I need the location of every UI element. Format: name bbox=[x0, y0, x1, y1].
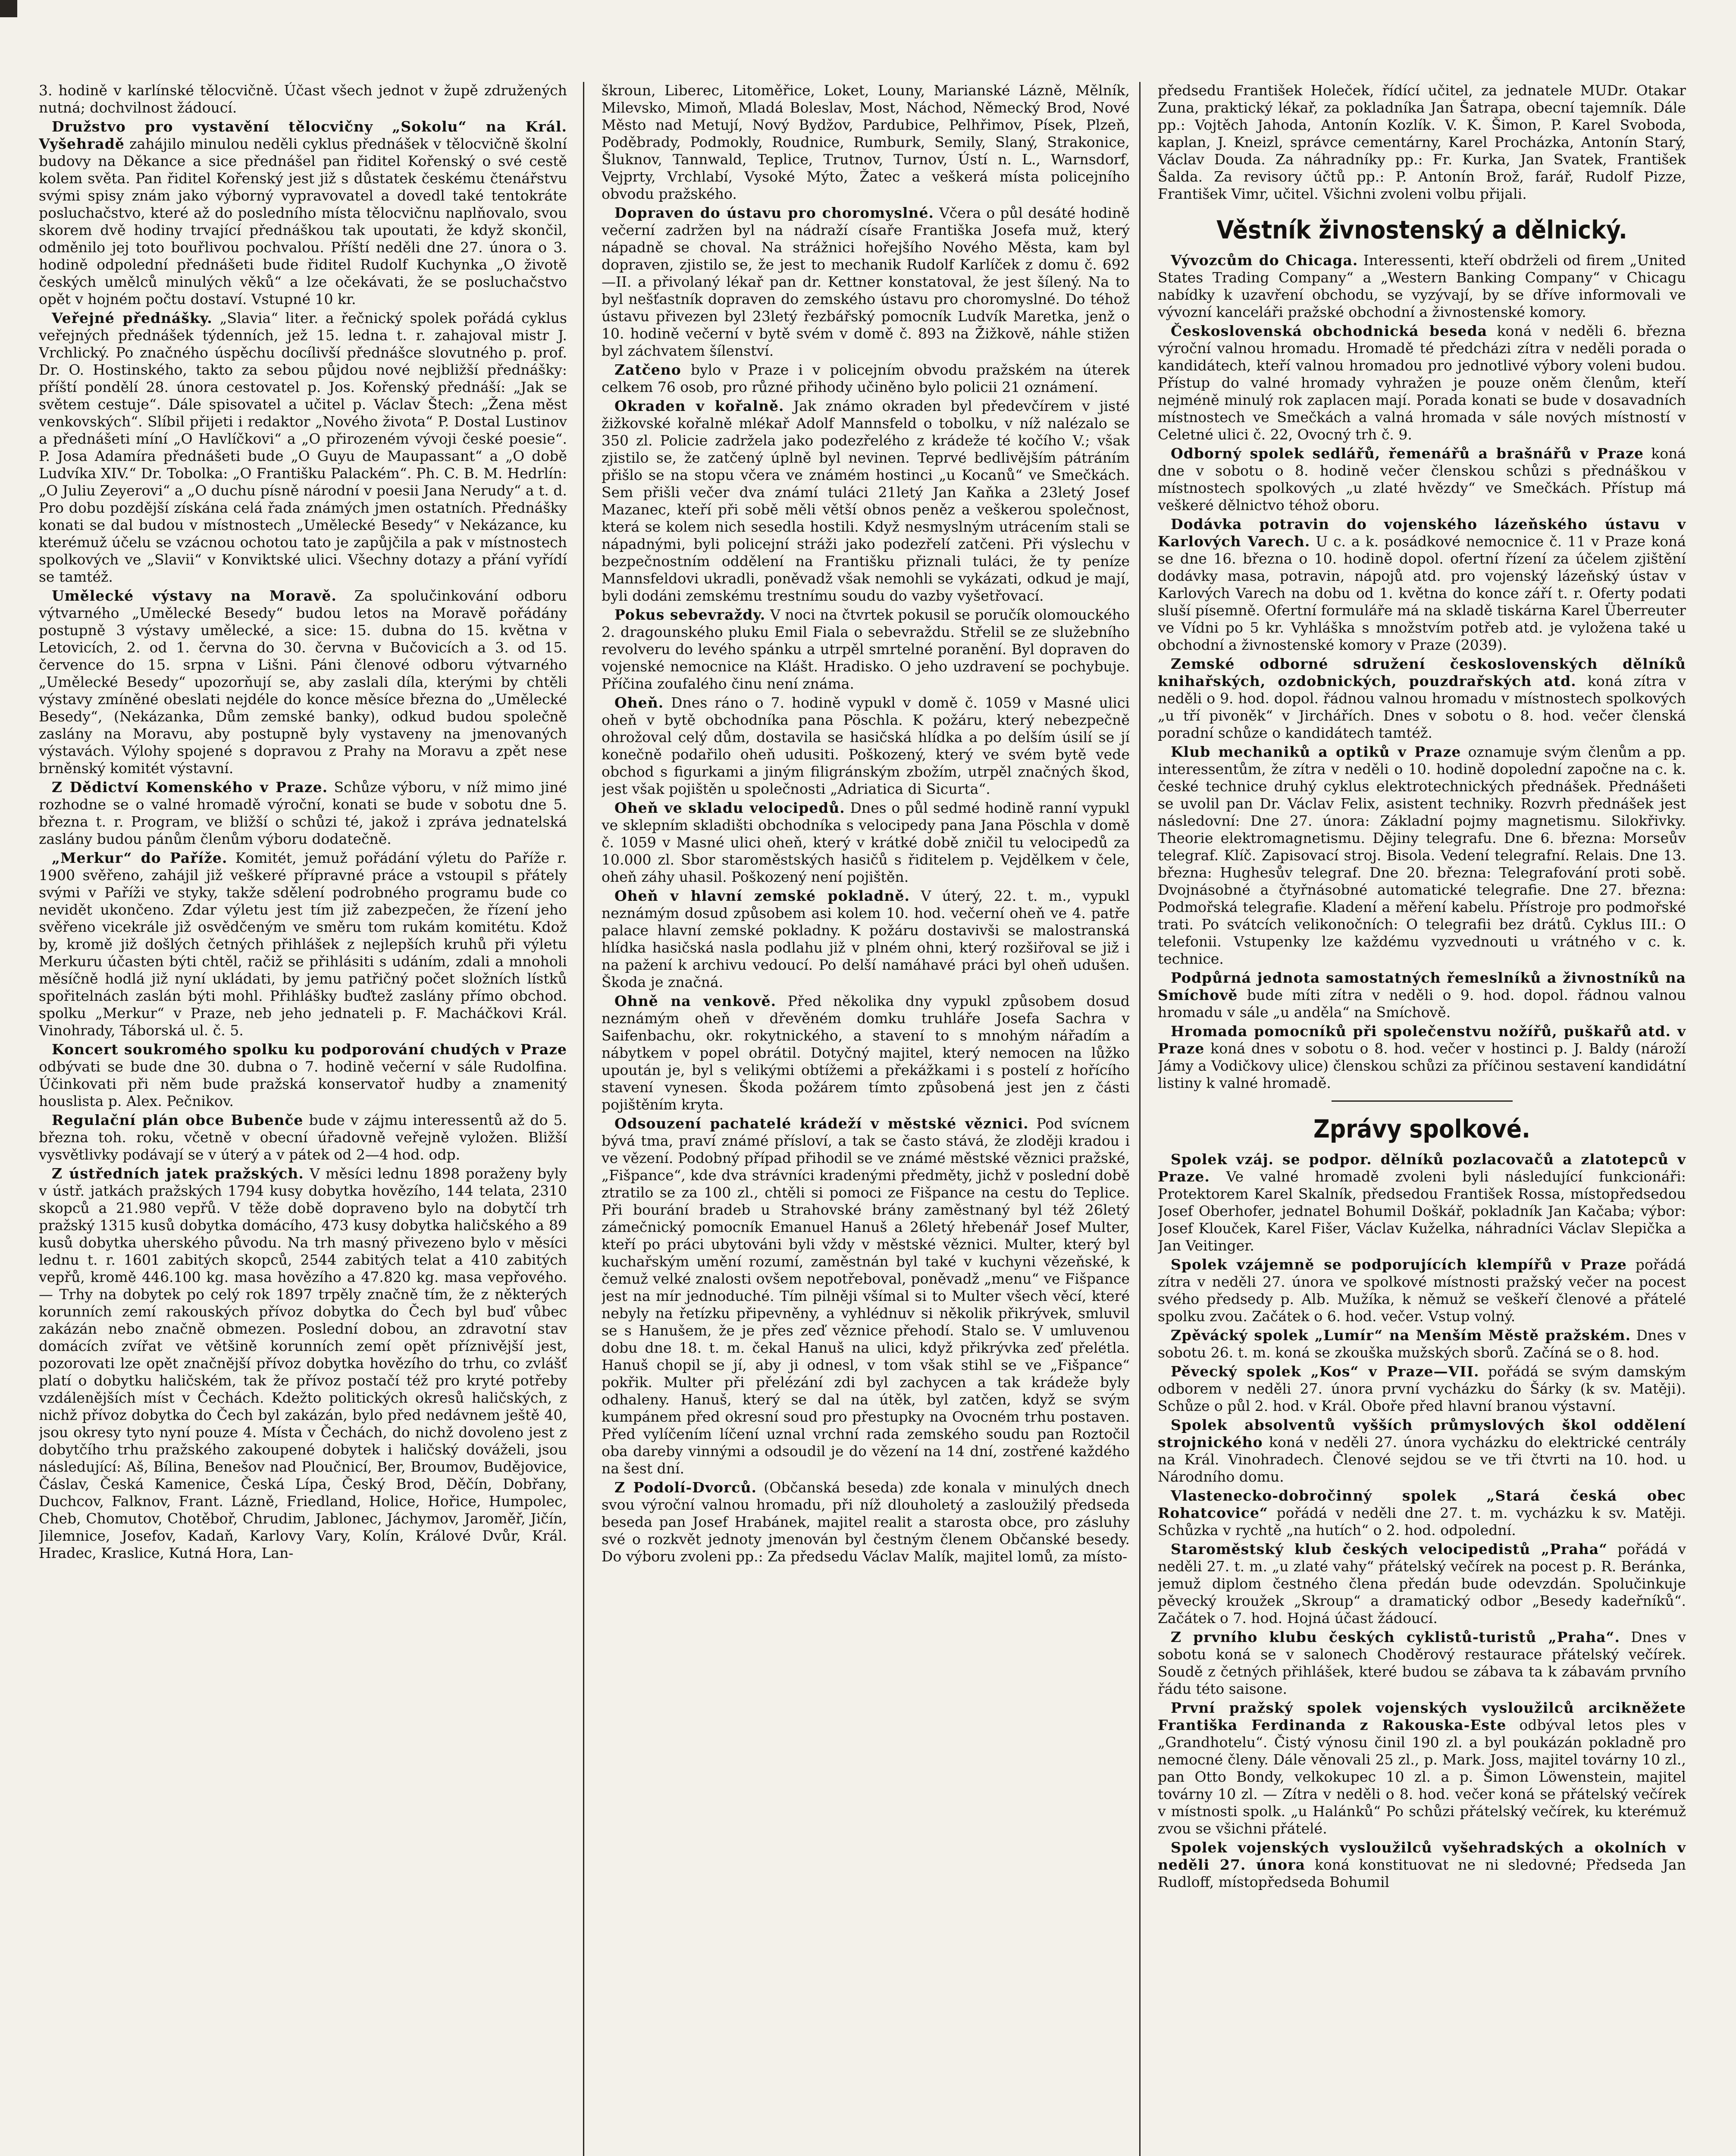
article bbox=[1158, 1487, 1686, 1539]
article bbox=[1158, 969, 1686, 1021]
article bbox=[39, 118, 567, 308]
article-body: bylo v Praze i v policejním obvodu pražském na úterek celkem 76 osob, pro různé přihody učiněno bylo policii 21 oznámení. bbox=[602, 361, 1130, 395]
article-body: Pod svícnem bývá tma, praví známé přísloví, a tak se často stává, že zloději kradou i ve vězení. Podobný případ přihodil se ve známé městské věznici pražské, „Fišpance“, kde dva strávníci kradenými předměty, jichž v poslední době ztratilo se za 100 zl., chtěli si pomoci ze Fišpance na cestu do Teplice. Při bourání bradeb u Strahovské brány zaměstnaný byl též 26letý zámečnický pomocník Emanuel Hanuš a 26letý hřebenář Josef Multer, kteří po práci ubytováni byli vždy v městské věznici. Multer, který byl kuchařským umění rozumí, zaměstnán byl také v kuchyni vězeňské, k čemuž velké znalosti ovšem nepotřeboval, poněvadž „menu“ ve Fišpance jest na mír jednoduché. Tím pilněji všímal si to Multer všech věcí, které nebyly na řetízku připevněny, a vyhlédnuv si několik přikrývek, smluvil se s Hanušem, že je přes zeď věznice přehodí. Stalo se. V umluvenou dobu dne 18. t. m. čekal Hanuš na ulici, když přikrývka zeď přelétla. Hanuš chopil se jí, aby ji odnesl, v tom však stihl se ve „Fišpance“ pokřik. Multer při přelézání zdi byl zachycen a tak krádeže byly odhaleny. Hanuš, který se dal na útěk, byl zatčen, když se svým kumpánem před okresní soud pro přestupky na Ovocném trhu postaven. Před vylíčením líčení uznal vrchní rada zemského soudu pan Roztočil oba dareby vinnými a odsoudil je do vězení na 14 dní, zostřené každého na šest dní. bbox=[602, 1115, 1130, 1477]
article-body: Jak známo okraden byl předevčírem v jisté žižkovské kořalně mlékař Adolf Mannsfeld o tobolku, v níž nalézalo se 350 zl. Policie zadržela jako podezřelého z krádeže té kočího V.; však zjistilo se, že zatčený úplně byl nevinen. Teprvé bedlivějším pátráním přišlo se na stopu včera ve známém hostinci „u Kocanů“ ve Smečkách. Sem přišli večer dva známí tuláci 21letý Jan Kaňka a 23letý Josef Mazanec, kteří při sobě měli větší obnos peněz a veškerou společnost, která se kolem nich sesedla hostili. Když nesmyslným utrácením stali se nápadnými, byli policejní stráži jako podezřelí zatčeni. Při výslechu v bezpečnostním oddělení na Františku přiznali tuláci, že ty peníze Mannsfeldovi ukradli, poněvadž však nemohli se vykázati, odkud je mají, byli dodáni zemskému trestnímu soudu do vazby vyšetřovací. bbox=[602, 398, 1130, 604]
article bbox=[1158, 1256, 1686, 1325]
article-headline: Regulační plán obce Bubenče bbox=[52, 1112, 304, 1128]
article bbox=[39, 1041, 567, 1110]
article-headline: Zemské odborné sdružení československých dělníků knihařských, ozdobnických, pouzdrařských atd. bbox=[1158, 655, 1686, 689]
article-headline: Klub mechaniků a optiků v Praze bbox=[1171, 743, 1461, 760]
article-headline: Spolek vzájemně se podporujících klempířů v Praze bbox=[1171, 1256, 1627, 1273]
article-body: koná v neděli 6. března výroční valnou hromadu. Hromadě té předcházi zítra v neděli porada o kandidátech, kteří valnou hromadou pro jednotlivé výbory voleni budou. Přístup do valné hromady vyhražen je pouze oněm členům, kteří nejméně minulý rok zaplacen mají. Porada konati se bude v dosavadních místnostech ve Smečkách a valná hromada v sále nových místností v Celetné ulici č. 22, Ovocný trh č. 9. bbox=[1158, 323, 1686, 443]
article-body: Před několika dny vypukl způsobem dosud neznámým oheň v dřevěném domku truhláře Josefa Sachra v Saifenbachu, okr. rokytnického, a stavení to s mnohým nářadím a nábytkem v popel obrátil. Dotyčný majitel, který nemocen na lůžko upoután je, byl s velikými obtížemi a překážkami i s postelí z hořícího stavení vynesen. Škoda požárem tímto způsobená jest jen z části pojištěním kryta. bbox=[602, 993, 1130, 1113]
column-1 bbox=[39, 82, 567, 2156]
article-headline: Dopraven do ústavu pro choromyslné. bbox=[614, 204, 934, 221]
article bbox=[1158, 445, 1686, 514]
article bbox=[1158, 1541, 1686, 1627]
article bbox=[1158, 1416, 1686, 1485]
article-body: škroun, Liberec, Litoměřice, Loket, Louny, Marianské Lázně, Mělník, Milevsko, Mimoň, Mladá Boleslav, Most, Náchod, Německý Brod, Nové Město nad Metují, Nový Bydžov, Pardubice, Pelhřimov, Písek, Plzeň, Poděbrady, Podmokly, Roudnice, Rumburk, Semily, Slaný, Strakonice, Šluknov, Tannwald, Teplice, Trutnov, Turnov, Ústí n. L., Warnsdorf, Vejprty, Vrchlabí, Vysoké Mýto, Žatec a veškerá místa policejního obvodu pražského. bbox=[602, 82, 1130, 202]
article-body: Dnes v sobotu 26. t. m. koná se zkouška mužských sborů. Začíná se o 8. hod. bbox=[1158, 1327, 1686, 1361]
article bbox=[602, 204, 1130, 360]
article bbox=[602, 398, 1130, 605]
article bbox=[602, 694, 1130, 798]
article-body: koná dne v sobotu o 8. hodině večer členskou schůzi s přednáškou v místnostech spolkových „u zlaté hvězdy“ ve Smečkách. Přístup má veškeré dělnictvo téhož oboru. bbox=[1158, 445, 1686, 514]
article bbox=[39, 310, 567, 586]
article-body: Včera o půl desáté hodině večerní zadržen byl na nádraží císaře Františka Josefa muž, který nápadně se choval. Na strážnici hořejšího Nového Města, kam byl dopraven, zjistilo se, že jest to mechanik Rudolf Karlíček z domu č. 692—II. a přivolaný lékař pan dr. Kettner konstatoval, že jest šílený. Na to byl nešťastník dopraven do zemského ústavu pro choromyslné. Do téhož ústavu přivezen byl 23letý řezbářský pomocník Ludvík Maretka, jenž o 10. hodině večerní v bytě svém v domě č. 893 na Žižkově, náhle stižen byl záchvatem šílenství. bbox=[602, 204, 1130, 359]
article-headline: Oheň. bbox=[614, 694, 664, 711]
article-body: Komitét, jemuž pořádání výletu do Paříže r. 1900 svěřeno, zahájil již veškeré přípravné práce a vstoupil s přátely svými v Paříži ve styky, takže sdělení podrobného programu bude co nevidět ukončeno. Zdar výletu jest tím již zabezpečen, že řízení jeho svěřeno vicekrále již osvědčeným ve směru tom rukám komitétu. Kdož by, kromě již došlých četných přihlášek z nejlepších kruhů při výletu Merkuru účasten býti chtěl, račiž se přihlásiti s udáním, zdali a mnoholi měsíčně hodlá již nyní ukládati, by jemu patřičný počet složních lístků spořitelnách zaslán býti mohl. Přihlášky buďtež zaslány přímo obchod. spolku „Merkur“ v Praze, neb jeho jednateli p. F. Macháčkovi Král. Vinohrady, Táborská ul. č. 5. bbox=[39, 849, 567, 1039]
article bbox=[1158, 252, 1686, 321]
article-body: (Občanská beseda) zde konala v minulých dnech svou výroční valnou hromadu, při níž dlouholetý a zasloužilý předseda beseda pan Josef Hrabánek, majitel realit a starosta obce, pro zásluhy své o rozkvět jednoty jmenován byl čestným členem Občanské besedy. Do výboru zvoleni pp.: Za předsedu Václav Malík, majitel lomů, za místo- bbox=[602, 1479, 1130, 1565]
article bbox=[1158, 1327, 1686, 1361]
column-3 bbox=[1158, 82, 1686, 2156]
article-body: pořádá v neděli 27. t. m. „u zlaté vahy“ přátelský večírek na pocest p. R. Beránka, jemuž diplom čestného člena předán bude odevzdán. Spolučinkuje pěvecký kroužek „Skroup“ a dramatický odbor „Besedy kadeřníků“. Začátek o 7. hod. Hojná účast žádoucí. bbox=[1158, 1541, 1686, 1626]
article-headline: Československá obchodnická beseda bbox=[1171, 323, 1488, 339]
article bbox=[1158, 516, 1686, 654]
article-headline: Oheň ve skladu velocipedů. bbox=[614, 799, 845, 816]
article bbox=[39, 779, 567, 848]
article bbox=[1158, 1699, 1686, 1837]
article-headline: Okraden v kořalně. bbox=[614, 398, 784, 414]
article-headline: Z Podolí-Dvorců. bbox=[614, 1479, 757, 1496]
article bbox=[602, 887, 1130, 991]
article-body: V noci na čtvrtek pokusil se poručík olomouckého 2. dragounského pluku Emil Fiala o sebevraždu. Střelil se ze služebního revolveru do levého spánku a utrpěl smrtelné poranění. Byl dopraven do vojenské nemocnice na Klášt. Hradisko. O jeho uzdravení se pochybuje. Příčina zoufalého činu není známa. bbox=[602, 606, 1130, 692]
article-headline: „Merkur“ do Paříže. bbox=[52, 849, 228, 866]
article-body: pořádá v neděli dne 27. t. m. vycházku k sv. Matěji. Schůzka v rychtě „na hutích“ o 2. hod. odpolední. bbox=[1158, 1504, 1686, 1539]
article-headline: Veřejné přednášky. bbox=[52, 310, 213, 326]
article-body: Ve valné hromadě zvoleni byli následující funkcionáři: Protektorem Karel Skalník, předsedou František Rossa, místopředsedou Josef Oberhofer, jednatel Bohumil Doškář, pokladník Jan Kačaba; výbor: Josef Klouček, Karel Fišer, Václav Kuželka, náhradníci Václav Slepička a Jan Veitinger. bbox=[1158, 1168, 1686, 1254]
article-body: koná v neděli 27. února vycházku do elektrické centrály na Král. Vinohradech. Členové sejdou se ve tři čtvrti na 10. hod. u Národního domu. bbox=[1158, 1434, 1686, 1485]
article-headline: Vývozcům do Chicaga. bbox=[1171, 252, 1358, 269]
article bbox=[1158, 743, 1686, 968]
article bbox=[1158, 1363, 1686, 1415]
section-divider bbox=[1332, 1100, 1513, 1102]
article-body: U c. a k. posádkové nemocnice č. 11 v Praze koná se dne 16. března o 10. hodině dopol. ofertní řízení za účelem zjištění dodávky masa, potravin, nápojů atd. pro vojenský lázeňský ústav v Karlových Varech na dobu od 1. května do konce září t. r. Oferty podati sluší písemně. Ofertní formuláře má na skladě tiskárna Karel Überreuter ve Vídni po 5 kr. Vyhláška s množstvím potřeb atd. je vyložena také u obchodní a živnostenské komory v Praze (2039). bbox=[1158, 533, 1686, 653]
article-headline: Spolek vojenských vysloužilců vyšehradských a okolních v neděli 27. února bbox=[1158, 1839, 1686, 1873]
article bbox=[602, 1115, 1130, 1477]
article-headline: Z Dědictví Komenského v Praze. bbox=[52, 779, 328, 796]
section-heading: Věstník živnostenský a dělnický. bbox=[1216, 215, 1627, 244]
article bbox=[1158, 1629, 1686, 1698]
article bbox=[602, 1479, 1130, 1565]
article-body: odbývati se bude dne 30. dubna o 7. hodině večerní v sále Rudolfina. Účinkovati při něm bude pražská konservatoř hudby a znamenitý houslista p. Alex. Pečnikov. bbox=[39, 1058, 567, 1109]
article bbox=[39, 587, 567, 777]
article-headline: Oheň v hlavní zemské pokladně. bbox=[614, 887, 910, 904]
article-body: koná dnes v sobotu o 8. hod. večer v hostinci p. J. Baldy (nároží Jámy a Vodičkovy ulice) členskou schůzi za příčinou sestavení kandidátní listiny k valné hromadě. bbox=[1158, 1040, 1686, 1091]
column-2 bbox=[602, 82, 1130, 2156]
article-headline: Z prvního klubu českých cyklistů-turistů „Praha“. bbox=[1171, 1629, 1620, 1645]
article-body: Dnes o půl sedmé hodině ranní vypukl ve sklepním skladišti obchodníka s velocipedy pana Jana Pöschla v domě č. 1059 v Masné ulici oheň, který v krátké době zničil tu velocipedů za 10.000 zl. Sbor staroměstských hasičů s řiditelem p. Vejdělkem v čele, oheň záhy uhasil. Poškozený není pojištěn. bbox=[602, 799, 1130, 885]
article bbox=[1158, 1151, 1686, 1254]
article bbox=[39, 1165, 567, 1562]
article-body: „Slavia“ liter. a řečnický spolek pořádá cyklus veřejných přednášek týdenních, jež 15. ledna t. r. zahajoval mistr J. Vrchlický. Po značného úspěchu docílivší přednášce slovutného p. prof. Dr. O. Hostinského, takto za sebou půjdou nové nejbližší přednášky: příští pondělí 28. února cestovatel p. Jos. Kořenský přednáší: „Jak se světem cestuje“. Dále spisovatel a učitel p. Václav Štech: „Žena měst venkovských“. Slíbil přijeti i redaktor „Nového života“ P. Dostal Lustinov a přednášeti míní „O Havlíčkovi“ a „O přirozeném vývoji české poesie“. P. Josa Adamíra přednášeti bude „O Guyu de Maupassant“ a „O době Ludvíka XIV.“ Dr. Tobolka: „O Františku Palackém“. Ph. C. B. M. Hedrlín: „O Juliu Zeyerovi“ a „O duchu písně národní v poesii Jana Nerudy“ a t. d. Pro dobu pozdější získána celá řada známých jmen ostatních. Přednášky konati se dal budou v místnostech „Umělecké Besedy“ v Nekázance, ku kterémuž účelu se vzácnou ochotou tato je zapůjčila a pak v místnostech spolkových ve „Slavii“ v Konviktské ulici. Všechny dotazy a přání vyřídí se tamtéž. bbox=[39, 310, 567, 585]
article-body: koná zítra v neděli o 9. hod. dopol. řádnou valnou hromadu v místnostech spolkových „u tří pivoněk“ v Jirchářích. Dnes v sobotu o 8. hod. večer členská poradní schůze o kandidátech tamtéž. bbox=[1158, 673, 1686, 741]
article-headline: První pražský spolek vojenských vysloužilců arcikněžete Františka Ferdinanda z Rakouska-Este bbox=[1158, 1699, 1686, 1733]
column-divider-2 bbox=[1139, 82, 1141, 2156]
article-headline: Spolek vzáj. se podpor. dělníků pozlacovačů a zlatotepců v Praze. bbox=[1158, 1151, 1686, 1185]
article-headline: Odsouzení pachatelé krádeží v městské věznici. bbox=[614, 1115, 1029, 1132]
article bbox=[602, 361, 1130, 396]
article bbox=[39, 849, 567, 1039]
article-headline: Pěvecký spolek „Kos“ v Praze—VII. bbox=[1171, 1363, 1479, 1380]
article-headline: Spolek absolventů vyšších průmyslových škol oddělení strojnického bbox=[1158, 1416, 1686, 1451]
article-body: bude míti zítra v neděli o 9. hod. dopol. řádnou valnou hromadu v sále „u anděla“ na Smíchově. bbox=[1158, 987, 1686, 1021]
article-headline: Ohně na venkově. bbox=[614, 993, 777, 1009]
article-headline: Zatčeno bbox=[614, 361, 681, 378]
article-body: odbýval letos ples v „Grandhotelu“. Čistý výnosu činil 190 zl. a byl poukázán pokladně pro nemocné členy. Dále věnovali 25 zl., p. Mark. Joss, majitel továrny 10 zl., pan Otto Bondy, velkokupec 10 zl. a p. Šimon Löwenstein, majitel továrny 10 zl. — Zítra v neděli o 8. hod. večer koná se přátelský večírek v místnosti spolk. „u Halánků“ Po schůzi přátelský večírek, ku kterémuž zvou se všichni přátelé. bbox=[1158, 1717, 1686, 1837]
article bbox=[602, 799, 1130, 886]
article bbox=[1158, 1023, 1686, 1092]
article-body: bude v zájmu interessentů až do 5. března toh. roku, včetně v obecní úřadovně veřejně vyložen. Bližší vysvětlivky podávají se v úterý a v pátek od 2—4 hod. odp. bbox=[39, 1112, 567, 1163]
article bbox=[39, 1112, 567, 1163]
article-body: pořádá zítra v neděli 27. února ve spolkové místnosti pražský večer na pocest svého předsedy p. Alb. Mužíka, k němuž se veškeří členové a přátelé spolku zvou. Začátek o 6. hod. večer. Vstup volný. bbox=[1158, 1256, 1686, 1325]
article-body: Za spolučinkování odboru výtvarného „Umělecké Besedy“ budou letos na Moravě pořádány postupně 3 výstavy umělecké, a sice: 15. dubna do 15. května v Letovicích, 2. od 1. června do 30. června v Bučovicích a 3. od 15. července do 15. srpna v Lišni. Páni členové odboru výtvarného „Umělecké Besedy“ upozorňují se, aby zaslali díla, kterými by chtěli výstavy zmíněné obeslati nejdéle do konce měsíce března do „Umělecké Besedy“, (Nekázanka, Dům zemské banky), odkud budou společně zaslány na Moravu, aby postupně byly vystaveny na jmenovaných výstavách. Výlohy spojené s dopravou z Prahy na Moravu a zpět nese brněnský komitét výstavní. bbox=[39, 587, 567, 777]
article-headline: Hromada pomocníků při společenstvu nožířů, puškařů atd. v Praze bbox=[1158, 1023, 1686, 1057]
article-body: koná konstituovat ne ni sledovné; Předseda Jan Rudloff, místopředseda Bohumil bbox=[1158, 1856, 1686, 1890]
article-headline: Staroměstský klub českých velocipedistů „Praha“ bbox=[1171, 1541, 1608, 1557]
article-headline: Zpěvácký spolek „Lumír“ na Menším Městě pražském. bbox=[1171, 1327, 1631, 1344]
article bbox=[602, 993, 1130, 1113]
article-body: Dnes v sobotu koná se v salonech Choděrový restaurace přátelský večírek. Soudě z četných přihlášek, které budou se zábava ta k zábavám prvního řádu této saisone. bbox=[1158, 1629, 1686, 1697]
article bbox=[1158, 655, 1686, 742]
article-body: pořádá se svým damským odborem v neděli 27. února první vycházku do Šárky (k sv. Matěji). Schůze o půl 2. hod. v Král. Oboře před hlavní branou výstavní. bbox=[1158, 1363, 1686, 1414]
article-body: zahájilo minulou neděli cyklus přednášek v tělocvičně školní budovy na Děkance a sice přednášel pan řiditel Kořenský o své cestě kolem světa. Pan řiditel Kořenský jest již s důstatek českému čtenářstvu svými spisy znám jako výborný vypravovatel a dovedl také tentokráte posluchačstvo, které až do posledního místa tělocvičnu naplňovalo, svou skorem dvě hodiny trvající přednáškou tak upoutati, že když skončil, odměnilo jej toto bouřlivou pochvalou. Příští neděli dne 27. února o 3. hodině odpolední přednášeti bude řiditel Rudolf Kuchynka „O životě českých umělců minulých věků“ a lze očekávati, že se posluchačstvo opět v hojném počtu dostaví. Vstupné 10 kr. bbox=[39, 135, 567, 307]
article-body: oznamuje svým členům a pp. interessentům, že zítra v neděli o 10. hodině dopolední započne na c. k. české technice druhý cyklus elektrotechnických přednášek. Přednášeti se uvolil pan Dr. Václav Felix, asistent techniky. Rozvrh přednášek jest následovní: Dne 27. února: Základní pojmy magnetismu. Silokřivky. Theorie elektromagnetismu. Dějiny telegrafu. Dne 6. března: Morseův telegraf. Klíč. Zapisovací stroj. Bisola. Vedení telegrafní. Relais. Dne 13. března: Hughesův telegraf. Dne 20. března: Telegrafování proti sobě. Dvojnásobné a čtyřnásobné automatické telegrafie. Dne 27. března: Podmořská telegrafie. Kladení a měření kabelu. Přístroje pro podmořské trati. Po svátcích velikonočních: O telegrafii bez drátů. Cyklus III.: O telefonii. Vstupenky lze každému vyzvednouti u vrátného v c. k. technice. bbox=[1158, 743, 1686, 967]
article bbox=[39, 82, 567, 116]
article-headline: Umělecké výstavy na Moravě. bbox=[52, 587, 337, 604]
column-divider-1 bbox=[583, 82, 584, 2156]
article-headline: Z ústředních jatek pražských. bbox=[52, 1165, 304, 1182]
section-heading: Zprávy spolkové. bbox=[1313, 1114, 1531, 1144]
article-body: V měsíci lednu 1898 poraženy byly v ústř. jatkách pražských 1794 kusy dobytka hovězího, 144 telata, 2310 skopců a 21.980 vepřů. V těže době dopraveno bylo na dobytčí trh pražský 1315 kusů dobytka domácího, 473 kusy dobytka haličského a 89 kusů dobytka uherského původu. Na trh masný přivezeno bylo v měsíci lednu t. r. 1601 zabitých skopců, 2544 zabitých telat a 410 zabitých vepřů, kromě 446.100 kg. masa hovězího a 47.820 kg. masa vepřového. — Trhy na dobytek po celý rok 1897 trpěly značně tím, že z některých korunních zemí rakouských přívoz dobytka do Čech byl buď vůbec zakázán nebo značně obmezen. Poslední dobou, an zdravotní stav domácích zvířat ve většině korunních zemí opět příznivější jest, pozorovati lze opět značnější přívoz dobytka hovězího do trhu, co zvlášť platí o dobytku haličském, tak že přívoz postačí též pro kryté potřeby vzdálenějších míst v Čechách. Kdežto politických okresů haličských, z nichž přívoz dobytka do Čech byl zakázán, bylo před nedávnem ještě 40, jsou okresy tyto nyní pouze 4. Místa v Čechách, do nichž dovoleno jest z dobytčího trhu pražského zakoupené dobytek i haličský dováželi, jsou následující: Aš, Bílina, Benešov nad Ploučnicí, Ber, Broumov, Budějovice, Čáslav, Česká Kamenice, Česká Lípa, Český Brod, Děčín, Dobřany, Duchcov, Falknov, Frant. Lázně, Friedland, Holice, Hořice, Humpolec, Cheb, Chomutov, Chotěboř, Chrudim, Jablonec, Jáchymov, Jaroměř, Jičín, Jilemnice, Josefov, Kadaň, Karlovy Vary, Kolín, Králové Dvůr, Král. Hradec, Kraslice, Kutná Hora, Lan- bbox=[39, 1165, 567, 1561]
top-left-mark bbox=[0, 0, 17, 17]
article bbox=[1158, 323, 1686, 443]
article-body: 3. hodině v karlínské tělocvičně. Účast všech jednot v župě združených nutná; dochvilnost žádoucí. bbox=[39, 82, 567, 116]
article-headline: Koncert soukromého spolku ku podporování chudých v Praze bbox=[52, 1041, 567, 1058]
article-headline: Odborný spolek sedlářů, řemenářů a brašnářů v Praze bbox=[1171, 445, 1644, 462]
article-headline: Podpůrná jednota samostatných řemeslníků a živnostníků na Smíchově bbox=[1158, 969, 1686, 1003]
article-headline: Družstvo pro vystavění tělocvičny „Sokolu“ na Král. Vyšehradě bbox=[39, 118, 567, 152]
article-headline: Pokus sebevraždy. bbox=[614, 606, 766, 623]
article-body: V úterý, 22. t. m., vypukl neznámým dosud způsobem asi kolem 10. hod. večerní oheň ve 4. patře palace hlavní zemské pokladny. K požáru dostavivši se malostranská hlídka hasičská nasla podlahu již v plném ohni, který rozšiřoval se již i na pažení k archivu vedoucí. Po delší namáhavé práci byl oheň udušen. Škoda je značná. bbox=[602, 887, 1130, 990]
article bbox=[602, 606, 1130, 693]
article-body: Dnes ráno o 7. hodině vypukl v domě č. 1059 v Masné ulici oheň v bytě obchodníka pana Pöschla. K požáru, který nebezpečně ohrožoval celý dům, dostavila se hasičská hlídka a po delším úsilí se jí konečně podařilo oheň udusiti. Poškozený, který ve svém bytě vede obchod s figurkami a jiným filigránským zbožím, utrpěl značných škod, jest však pojištěn u společnosti „Adriatica di Sicurta“. bbox=[602, 694, 1130, 797]
article-body: Interessenti, kteří obdrželi od firem „United States Trading Company“ a „Western Banking Company“ v Chicagu nabídky k uzavření obchodu, se vyzývají, by se dříve informovali ve vývozní kanceláři pražské obchodní a živnostenské komory. bbox=[1158, 252, 1686, 320]
article bbox=[602, 82, 1130, 203]
article-body: Schůze výboru, v níž mimo jiné rozhodne se o valné hromadě výroční, konati se bude v sobotu dne 5. března t. r. Program, ve bližší o schůzi té, jakož i zpráva jednatelská zaslány budou pánům členům výboru dodatečně. bbox=[39, 779, 567, 847]
article bbox=[1158, 82, 1686, 203]
article-headline: Vlastenecko-dobročinný spolek „Stará česká obec Rohatcovice“ bbox=[1158, 1487, 1686, 1521]
article bbox=[1158, 1839, 1686, 1891]
article-headline: Dodávka potravin do vojenského lázeňského ústavu v Karlových Varech. bbox=[1158, 516, 1686, 550]
article-body: předsedu František Holeček, řídící učitel, za jednatele MUDr. Otakar Zuna, praktický lékař, za pokladníka Jan Šatrapa, obecní tajemník. Dále pp.: Vojtěch Jahoda, Antonín Kozlík. V. K. Šimon, P. Karel Svoboda, kaplan, J. Kneizl, správce cementárny, Karel Procházka, Antonín Starý, Václav Douda. Za náhradníky pp.: Fr. Kurka, Jan Svatek, František Šalda. Za revisory účtů pp.: P. Antonín Brož, farář, Rudolf Pizze, František Vimr, učitel. Všichni zvoleni volbu přijali. bbox=[1158, 82, 1686, 202]
